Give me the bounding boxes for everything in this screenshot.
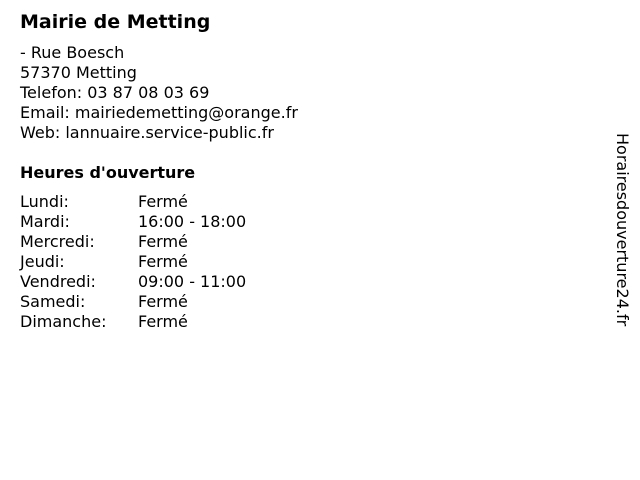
day-label: Lundi: — [20, 192, 69, 211]
business-card — [20, 9, 580, 332]
day-label: Dimanche: — [20, 312, 107, 331]
day-hours: Fermé — [138, 252, 188, 271]
web-line: Web: lannuaire.service-public.fr — [20, 123, 274, 142]
day-label: Vendredi: — [20, 272, 96, 291]
day-label: Mercredi: — [20, 232, 95, 251]
hours-row-samedi — [20, 292, 580, 312]
day-hours: 16:00 - 18:00 — [138, 212, 247, 231]
phone-line: Telefon: 03 87 08 03 69 — [20, 83, 210, 102]
address-city: 57370 Metting — [20, 63, 137, 82]
hours-row-lundi — [20, 192, 580, 212]
day-hours: Fermé — [138, 232, 188, 251]
day-label: Jeudi: — [20, 252, 65, 271]
email-line: Email: mairiedemetting@orange.fr — [20, 103, 298, 122]
address-street: - Rue Boesch — [20, 43, 125, 62]
hours-row-mercredi — [20, 232, 580, 252]
business-title: Mairie de Metting — [20, 11, 211, 33]
hours-heading: Heures d'ouverture — [20, 163, 196, 182]
day-hours: Fermé — [138, 292, 188, 311]
hours-row-vendredi — [20, 272, 580, 292]
day-hours: 09:00 - 11:00 — [138, 272, 247, 291]
hours-row-jeudi — [20, 252, 580, 272]
hours-row-mardi — [20, 212, 580, 232]
day-hours: Fermé — [138, 312, 188, 331]
day-hours: Fermé — [138, 192, 188, 211]
hours-row-dimanche — [20, 312, 580, 332]
day-label: Mardi: — [20, 212, 70, 231]
site-watermark: Horairesdouverture24.fr — [613, 133, 632, 327]
day-label: Samedi: — [20, 292, 86, 311]
